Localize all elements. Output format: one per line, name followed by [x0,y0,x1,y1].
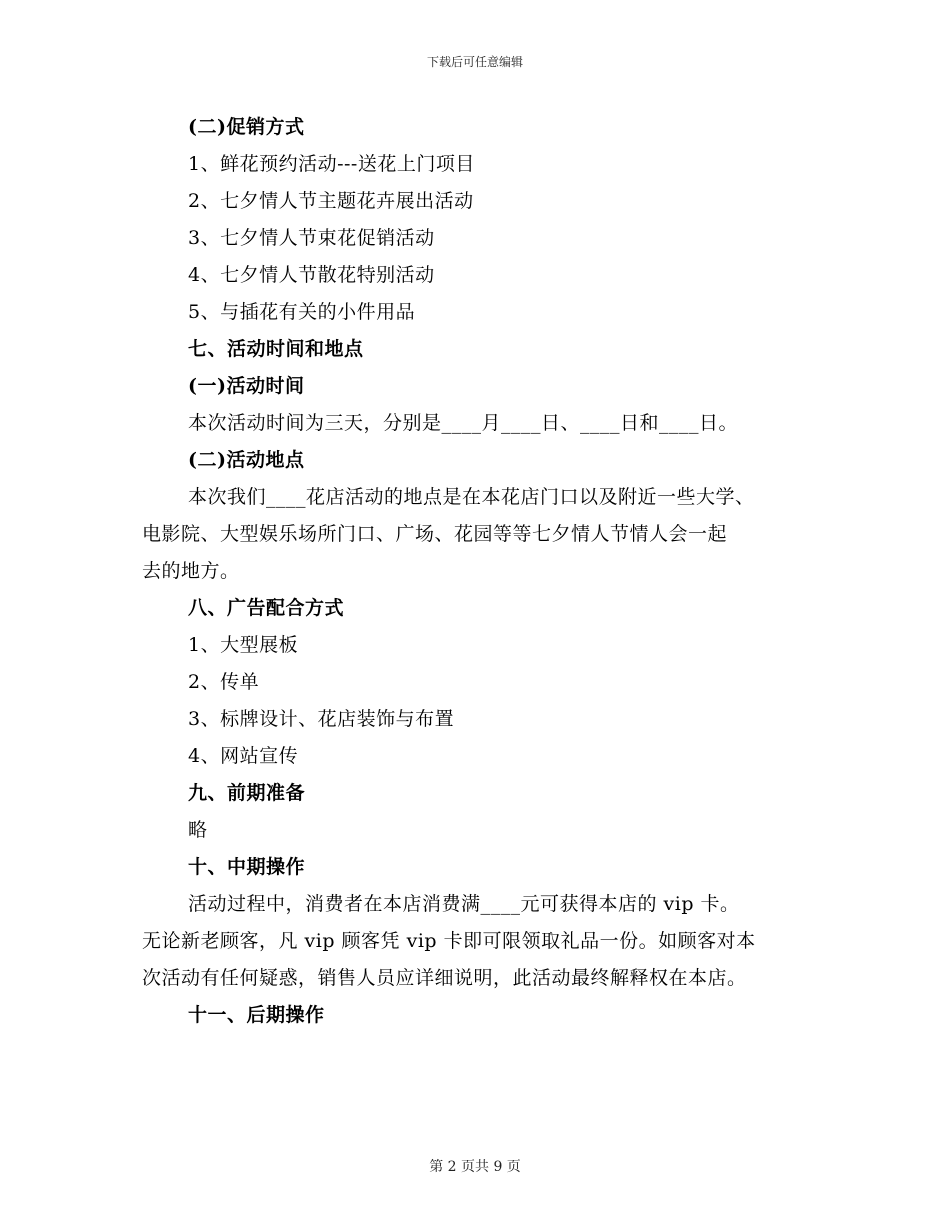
paragraph-line: 电影院、大型娱乐场所门口、广场、花园等等七夕情人节情人会一起 [142,523,728,545]
paragraph-line: 本次我们____花店活动的地点是在本花店门口以及附近一些大学、 [188,486,755,508]
list-item: 5、与插花有关的小件用品 [188,301,416,323]
list-item: 2、传单 [188,671,260,693]
paragraph-line: 无论新老顾客，凡 vip 顾客凭 vip 卡即可限领取礼品一份。如顾客对本 [142,930,756,952]
list-item: 1、大型展板 [188,634,299,656]
paragraph-line: 次活动有任何疑惑，销售人员应详细说明，此活动最终解释权在本店。 [142,967,747,989]
list-item: 1、鲜花预约活动---送花上门项目 [188,153,475,175]
section-heading: (二)活动地点 [188,449,305,471]
paragraph-line: 略 [188,819,208,841]
list-item: 4、网站宣传 [188,745,299,767]
section-heading: 十、中期操作 [188,856,306,878]
list-item: 3、七夕情人节束花促销活动 [188,227,435,249]
paragraph-line: 本次活动时间为三天，分别是____月____日、____日和____日。 [188,412,739,434]
list-item: 3、标牌设计、花店装饰与布置 [188,708,455,730]
paragraph-line: 去的地方。 [142,560,240,582]
page-header: 下载后可任意编辑 [426,55,523,69]
paragraph-line: 活动过程中，消费者在本店消费满____元可获得本店的 vip 卡。 [188,893,740,915]
section-heading: 七、活动时间和地点 [188,338,364,360]
document-body [142,109,812,1034]
section-heading: 十一、后期操作 [188,1004,325,1026]
section-heading: (一)活动时间 [188,375,305,397]
section-heading: (二)促销方式 [188,116,305,138]
list-item: 4、七夕情人节散花特别活动 [188,264,435,286]
page-footer: 第 2 页共 9 页 [429,1159,521,1175]
section-heading: 八、广告配合方式 [188,597,345,619]
section-heading: 九、前期准备 [188,782,306,804]
list-item: 2、七夕情人节主题花卉展出活动 [188,190,474,212]
